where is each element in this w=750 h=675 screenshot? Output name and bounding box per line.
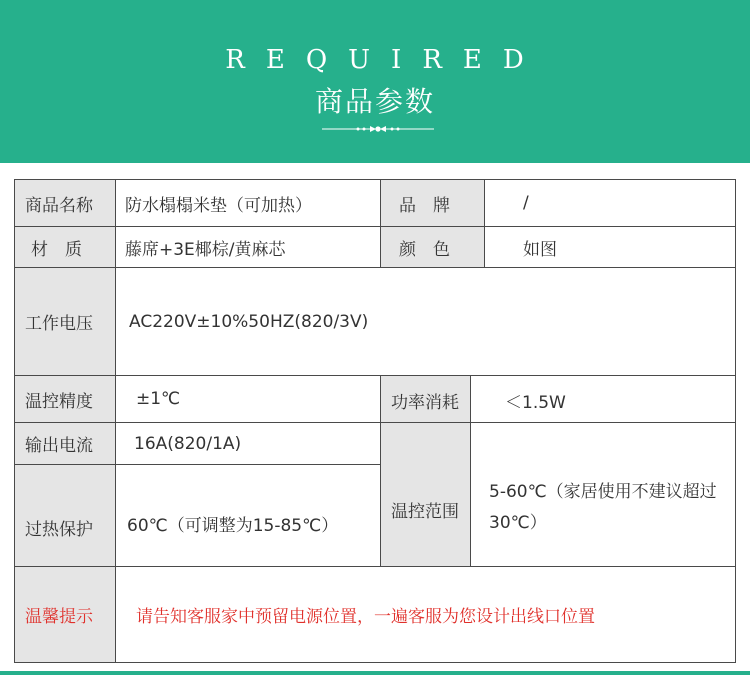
output-current-label: 输出电流 xyxy=(14,422,116,465)
power-value: ＜1.5W xyxy=(470,375,736,423)
brand-value: / xyxy=(484,179,736,227)
dotted-arrow-divider-icon xyxy=(322,123,434,135)
brand-label: 品 牌 xyxy=(380,179,485,227)
material-value: 藤席+3E椰棕/黄麻芯 xyxy=(115,226,381,268)
power-label: 功率消耗 xyxy=(380,375,471,423)
header-title-en: REQUIRED xyxy=(225,45,545,75)
tip-value: 请告知客服家中预留电源位置，一遍客服为您设计出线口位置 xyxy=(115,566,736,663)
temp-accuracy-label: 温控精度 xyxy=(14,375,116,423)
product-name-value: 防水榻榻米垫（可加热） xyxy=(115,179,381,227)
header-banner xyxy=(0,0,750,163)
overheat-label: 过热保护 xyxy=(14,464,116,567)
color-value: 如图 xyxy=(484,226,736,268)
material-label: 材 质 xyxy=(14,226,116,268)
voltage-label: 工作电压 xyxy=(14,267,116,376)
spec-table xyxy=(14,179,736,663)
header-title-cn: 商品参数 xyxy=(314,85,435,118)
temp-accuracy-value: ±1℃ xyxy=(115,375,381,423)
temp-range-value-line2: 30℃） xyxy=(489,512,547,533)
product-name-label: 商品名称 xyxy=(14,179,116,227)
output-current-value: 16A(820/1A) xyxy=(115,422,381,465)
voltage-value: AC220V±10%50HZ(820/3V) xyxy=(115,267,736,376)
tip-label: 温馨提示 xyxy=(14,566,116,663)
color-label: 颜 色 xyxy=(380,226,485,268)
temp-range-value xyxy=(470,422,736,567)
overheat-value: 60℃（可调整为15-85℃） xyxy=(115,464,381,567)
temp-range-label: 温控范围 xyxy=(380,422,471,567)
bottom-accent-line xyxy=(0,671,750,675)
temp-range-value-line1: 5-60℃（家居使用不建议超过 xyxy=(489,481,717,502)
